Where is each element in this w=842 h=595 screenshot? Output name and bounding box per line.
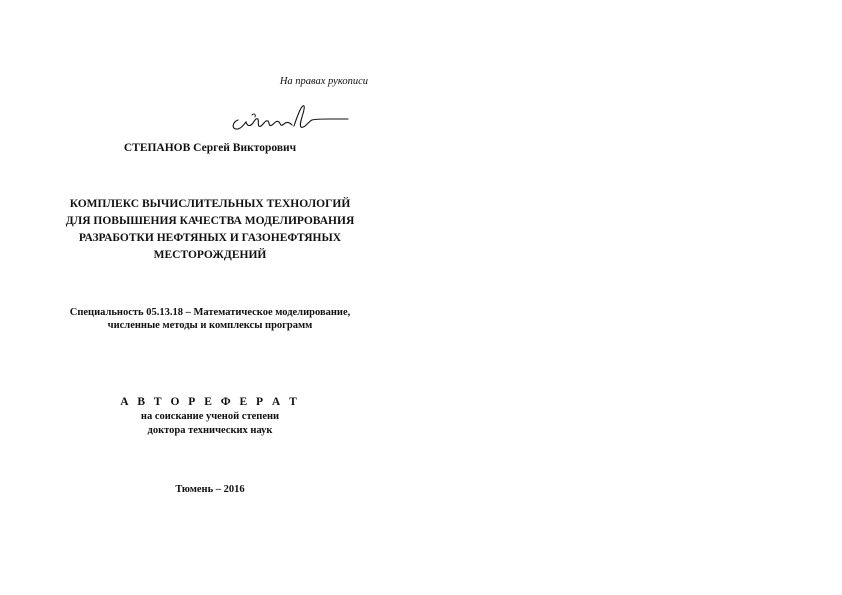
abstract-heading: А В Т О Р Е Ф Е Р А Т	[120, 396, 300, 408]
title-line: РАЗРАБОТКИ НЕФТЯНЫХ И ГАЗОНЕФТЯНЫХ	[78, 232, 342, 244]
degree-line: доктора технических наук	[147, 425, 273, 436]
title-line: КОМПЛЕКС ВЫЧИСЛИТЕЛЬНЫХ ТЕХНОЛОГИЙ	[69, 198, 351, 210]
author-signature	[228, 100, 350, 136]
specialty-block	[40, 306, 380, 332]
specialty-line: Специальность 05.13.18 – Математическое моделирование,	[69, 307, 351, 318]
dissertation-title	[40, 196, 380, 264]
title-line: МЕСТОРОЖДЕНИЙ	[153, 249, 267, 261]
title-line: ДЛЯ ПОВЫШЕНИЯ КАЧЕСТВА МОДЕЛИРОВАНИЯ	[65, 215, 355, 227]
degree-line: на соискание ученой степени	[140, 411, 280, 422]
specialty-line: численные методы и комплексы программ	[107, 320, 313, 331]
place-year: Тюмень – 2016	[175, 484, 245, 495]
rights-note: На правах рукописи	[279, 76, 368, 87]
abstract-block	[40, 395, 380, 438]
author-name: СТЕПАНОВ Сергей Викторович	[123, 142, 297, 154]
